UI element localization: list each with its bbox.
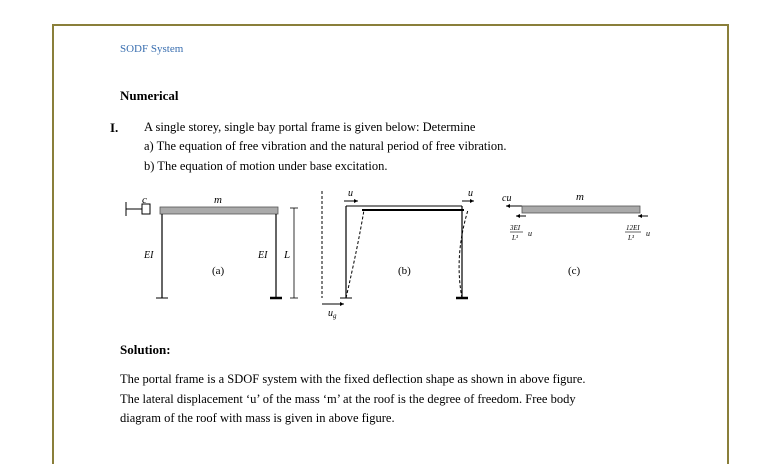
figure-a <box>126 194 298 298</box>
ei-left-label: EI <box>144 250 154 261</box>
mass-label-a: m <box>214 194 222 206</box>
figure-a-label: (a) <box>212 265 225 277</box>
figure-b-label: (b) <box>398 265 411 277</box>
solution-line-2: The lateral displacement ‘u’ of the mass ‘m’ at the roof is the degree of freedom. Free body <box>120 392 576 406</box>
mass-label-c: m <box>576 191 584 203</box>
ei-right-label: EI <box>258 250 268 261</box>
page-header: SODF System <box>120 43 184 55</box>
portal-frame-figure <box>122 186 682 321</box>
section-heading: Numerical <box>120 88 179 103</box>
left-force-denominator: L³ <box>512 234 518 242</box>
figure-b <box>322 188 474 320</box>
deflected-right-column <box>459 210 468 298</box>
left-force-u: u <box>528 229 532 238</box>
figure-c <box>502 191 650 277</box>
question-line-1: A single storey, single bay portal frame is given below: Determine <box>144 120 476 134</box>
ground-displacement-label: $u_g$ <box>328 308 337 320</box>
solution-heading: Solution: <box>120 342 171 357</box>
height-label: L <box>284 249 291 261</box>
left-force-numerator: 3EI <box>510 224 521 232</box>
right-force-denominator: L³ <box>628 234 634 242</box>
displacement-right-label: u <box>468 188 473 199</box>
displacement-left-label: u <box>348 188 353 199</box>
figure-c-label: (c) <box>568 265 581 277</box>
right-force-numerator: 12EI <box>626 224 640 232</box>
document-page <box>52 24 729 464</box>
solution-line-1: The portal frame is a SDOF system with the fixed deflection shape as shown in above figure. <box>120 372 586 386</box>
roof-beam-a <box>160 207 278 214</box>
question-number: I. <box>110 120 119 135</box>
damping-force-label: cu <box>502 193 512 204</box>
question-line-2: a) The equation of free vibration and the natural period of free vibration. <box>144 139 507 153</box>
question-line-3: b) The equation of motion under base excitation. <box>144 159 388 173</box>
damping-label: c <box>142 194 147 206</box>
solution-line-3: diagram of the roof with mass is given in above figure. <box>120 411 395 425</box>
deflected-left-column <box>346 210 364 298</box>
free-body-beam <box>522 206 640 213</box>
right-force-u: u <box>646 229 650 238</box>
